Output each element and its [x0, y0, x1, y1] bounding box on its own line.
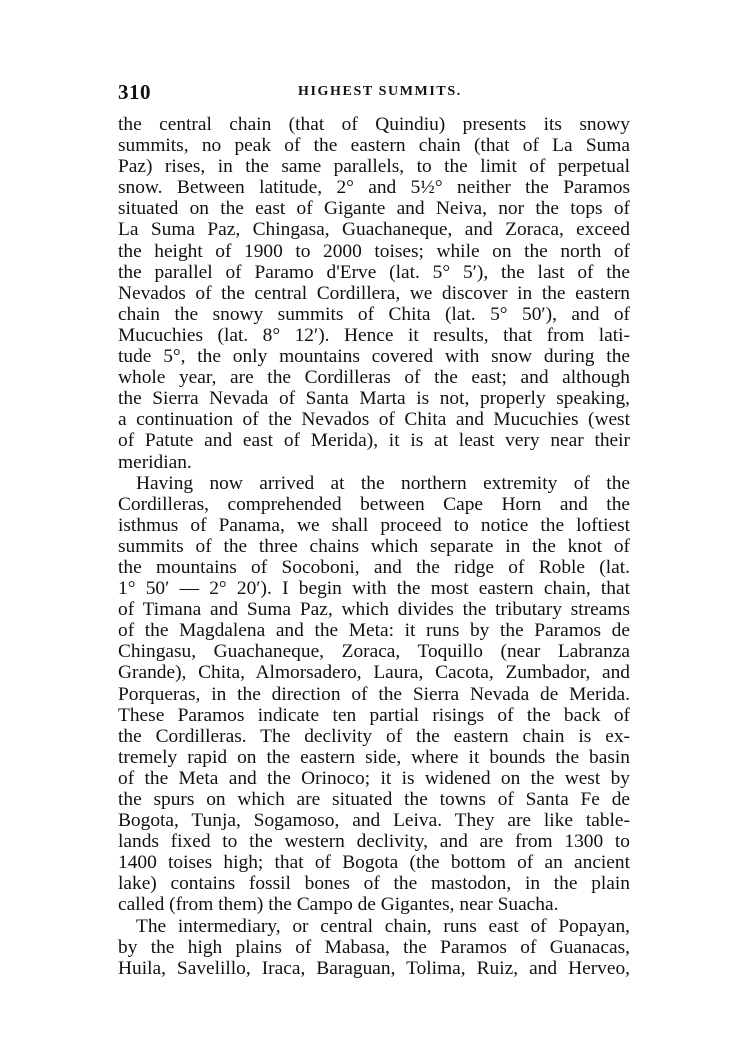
text-line: lands fixed to the western declivity, and are from 1300 to	[118, 831, 630, 853]
text-line: of Timana and Suma Paz, which divides the tributary streams	[118, 599, 630, 621]
text-line: 1° 50′ — 2° 20′). I begin with the most eastern chain, that	[118, 578, 630, 600]
text-line: of Patute and east of Merida), it is at least very near their	[118, 430, 630, 452]
text-line: tremely rapid on the eastern side, where it bounds the basin	[118, 746, 630, 768]
text-line: the parallel of Paramo d'Erve (lat. 5° 5′), the last of the	[118, 261, 630, 283]
text-line: Nevados of the central Cordillera, we discover in the eastern	[118, 282, 630, 304]
text-line: These Paramos indicate ten partial risings of the back of	[118, 704, 630, 726]
text-line: Bogota, Tunja, Sogamoso, and Leiva. They are like table-	[118, 810, 630, 832]
text-line: called (from them) the Campo de Gigantes, near Suacha.	[118, 894, 559, 916]
text-line: the Cordilleras. The declivity of the eastern chain is ex-	[118, 725, 630, 747]
text-line: the Sierra Nevada of Santa Marta is not, properly speaking,	[118, 388, 630, 410]
page-number: 310	[118, 80, 151, 104]
text-line: meridian.	[118, 451, 192, 473]
text-line: Paz) rises, in the same parallels, to the limit of perpetual	[118, 156, 630, 178]
body-text	[118, 114, 630, 979]
text-line: the spurs on which are situated the towns of Santa Fe de	[118, 789, 630, 810]
text-line: the height of 1900 to 2000 toises; while on the north of	[118, 240, 630, 262]
text-line: summits, no peak of the eastern chain (that of La Suma	[118, 135, 630, 157]
text-line: of the Magdalena and the Meta: it runs by the Paramos de	[118, 620, 630, 642]
text-line: The intermediary, or central chain, runs east of Popayan,	[136, 915, 630, 937]
text-line: situated on the east of Gigante and Neiva, nor the tops of	[118, 198, 630, 220]
text-line: snow. Between latitude, 2° and 5½° neither the Paramos	[118, 177, 630, 199]
text-line: La Suma Paz, Chingasa, Guachaneque, and Zoraca, exceed	[118, 219, 630, 241]
text-line: summits of the three chains which separate in the knot of	[118, 535, 630, 557]
text-line: tude 5°, the only mountains covered with snow during the	[118, 346, 630, 368]
text-line: the mountains of Socoboni, and the ridge of Roble (lat.	[118, 556, 630, 578]
text-line: the central chain (that of Quindiu) presents its snowy	[118, 114, 630, 135]
text-line: Having now arrived at the northern extremity of the	[136, 472, 630, 494]
text-line: by the high plains of Mabasa, the Paramos of Guanacas,	[118, 936, 630, 958]
text-line: Cordilleras, comprehended between Cape Horn and the	[118, 493, 630, 515]
running-title: HIGHEST SUMMITS.	[298, 84, 462, 99]
text-line: lake) contains fossil bones of the mastodon, in the plain	[118, 873, 630, 895]
text-line: Mucuchies (lat. 8° 12′). Hence it results, that from lati-	[118, 324, 630, 346]
page-header	[118, 80, 630, 104]
text-line: chain the snowy summits of Chita (lat. 5° 50′), and of	[118, 303, 630, 325]
text-line: Chingasu, Guachaneque, Zoraca, Toquillo (near Labranza	[118, 641, 630, 663]
text-line: Huila, Savelillo, Iraca, Baraguan, Tolima, Ruiz, and Herveo,	[118, 957, 630, 979]
text-line: Porqueras, in the direction of the Sierra Nevada de Merida.	[118, 683, 630, 705]
text-line: a continuation of the Nevados of Chita and Mucuchies (west	[118, 409, 630, 431]
text-line: whole year, are the Cordilleras of the east; and although	[118, 367, 630, 389]
text-line: of the Meta and the Orinoco; it is widened on the west by	[118, 767, 630, 789]
text-line: Grande), Chita, Almorsadero, Laura, Cacota, Zumbador, and	[118, 662, 630, 684]
text-line: isthmus of Panama, we shall proceed to notice the loftiest	[118, 514, 630, 536]
text-line: 1400 toises high; that of Bogota (the bottom of an ancient	[118, 852, 630, 874]
